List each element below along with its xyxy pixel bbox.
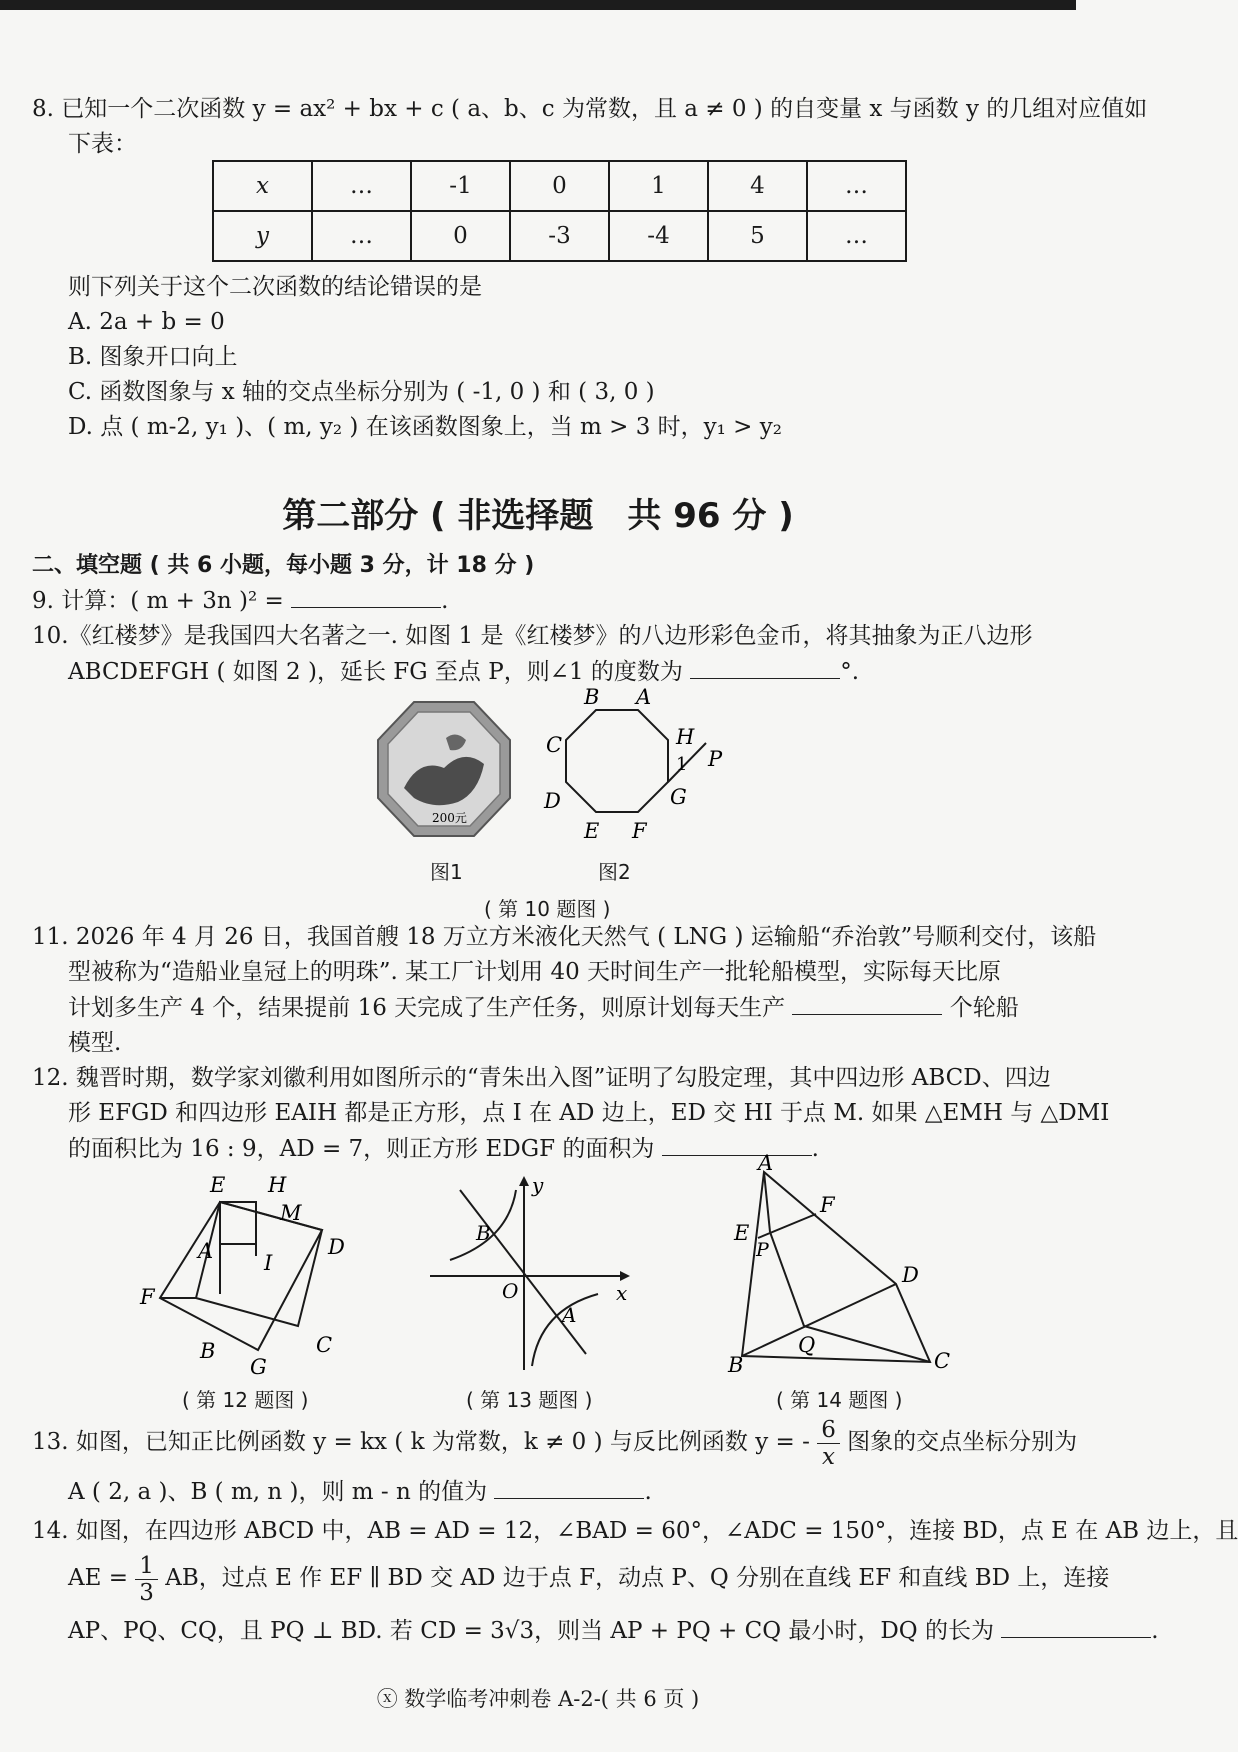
point-label: A xyxy=(636,685,652,709)
segment-cq xyxy=(804,1326,930,1362)
point-label: H xyxy=(676,725,695,749)
table-cell: … xyxy=(807,211,906,261)
q11-line1: 11. 2026 年 4 月 26 日，我国首艘 18 万立方米液化天然气 ( LNG ) 运输船“乔治敦”号顺利交付，该船 xyxy=(32,924,1097,950)
part-two-heading: 第二部分 ( 非选择题 共 96 分 ) xyxy=(282,496,794,536)
point-label: M xyxy=(280,1201,302,1225)
q12-figure xyxy=(140,1164,360,1384)
value-table xyxy=(212,160,907,262)
point-label: E xyxy=(584,819,600,843)
fraction xyxy=(817,1417,840,1470)
table-cell: -1 xyxy=(411,161,510,211)
q12-figure-caption: ( 第 12 题图 ) xyxy=(182,1388,309,1412)
q10-figure-caption: ( 第 10 题图 ) xyxy=(484,897,611,921)
q13-figure-caption: ( 第 13 题图 ) xyxy=(466,1388,593,1412)
point-label: H xyxy=(268,1173,287,1197)
fill-in-header: 二、填空题 ( 共 6 小题，每小题 3 分，计 18 分 ) xyxy=(32,553,535,578)
q14-line3 xyxy=(32,1613,1159,1649)
segment-ap xyxy=(764,1172,770,1232)
answer-blank[interactable] xyxy=(1001,1613,1151,1638)
q8-options xyxy=(32,270,1062,445)
q13-line2-tail: . xyxy=(644,1479,652,1505)
fraction-numerator: 1 xyxy=(135,1553,158,1580)
answer-blank[interactable] xyxy=(494,1474,644,1499)
point-label: E xyxy=(210,1173,226,1197)
answer-blank[interactable] xyxy=(662,1131,812,1156)
point-label: I xyxy=(264,1251,273,1275)
q13-line2 xyxy=(32,1474,1062,1510)
top-edge xyxy=(0,0,1076,10)
table-cell: … xyxy=(807,161,906,211)
q14-figure-caption: ( 第 14 题图 ) xyxy=(776,1388,903,1412)
octagon-figure xyxy=(520,686,740,856)
q11-line3 xyxy=(32,990,1062,1026)
segment-pq xyxy=(770,1232,804,1326)
question-11-12 xyxy=(32,920,1110,1167)
table-cell: 0 xyxy=(411,211,510,261)
point-label: A xyxy=(758,1151,774,1175)
answer-blank[interactable] xyxy=(792,990,942,1015)
point-label: F xyxy=(140,1285,155,1309)
q14-line3-tail: . xyxy=(1151,1618,1159,1644)
fraction-numerator: 6 xyxy=(817,1417,840,1444)
point-label: P xyxy=(756,1239,769,1261)
table-cell: 5 xyxy=(708,211,807,261)
q12-line2: 形 EFGD 和四边形 EAIH 都是正方形，点 I 在 AD 边上，ED 交 HI 于点 M. 如果 △EMH 与 △DMI xyxy=(68,1100,1110,1126)
point-label: E xyxy=(734,1221,750,1245)
table-row-x xyxy=(213,161,906,211)
point-label: A xyxy=(562,1303,577,1327)
table-cell: … xyxy=(312,211,411,261)
point-label: A xyxy=(198,1239,214,1263)
q13-figure xyxy=(420,1170,640,1380)
point-label: P xyxy=(708,747,723,771)
point-label: D xyxy=(328,1235,345,1259)
q8-option-c: C. 函数图象与 x 轴的交点坐标分别为 ( -1, 0 ) 和 ( 3, 0 ) xyxy=(68,379,655,405)
point-label: B xyxy=(200,1339,216,1363)
fill-in-section xyxy=(32,548,1062,690)
fraction xyxy=(135,1553,158,1606)
q11-line2: 型被称为“造船业皇冠上的明珠”. 某工厂计划用 40 天时间生产一批轮船模型，实际每天比原 xyxy=(68,959,1002,985)
point-label: D xyxy=(902,1263,919,1287)
point-label: F xyxy=(820,1193,835,1217)
octagon-shape xyxy=(566,710,668,812)
q14-figure xyxy=(720,1151,960,1382)
point-label: C xyxy=(546,733,563,757)
origin-label: O xyxy=(502,1279,519,1303)
point-label: B xyxy=(584,685,600,709)
q13-line2-text: A ( 2, a )、B ( m, n )，则 m - n 的值为 xyxy=(68,1479,488,1505)
table-cell: -3 xyxy=(510,211,609,261)
table-cell: 0 xyxy=(510,161,609,211)
q14-line3-text: AP、PQ、CQ，且 PQ ⊥ BD. 若 CD = 3√3，则当 AP + PQ + CQ 最小时，DQ 的长为 xyxy=(68,1618,994,1644)
q12-line1: 12. 魏晋时期，数学家刘徽利用如图所示的“青朱出入图”证明了勾股定理，其中四边形 ABCD、四边 xyxy=(32,1065,1051,1091)
point-label: G xyxy=(670,785,687,809)
q9-text: 9. 计算：( m + 3n )² = xyxy=(32,588,284,614)
coin-figure xyxy=(374,698,514,840)
point-label: Q xyxy=(798,1333,816,1357)
q10-line2-tail: °. xyxy=(840,659,860,685)
y-axis-arrow xyxy=(519,1176,529,1186)
fraction-denominator: x xyxy=(822,1443,835,1470)
q13-line1-text: 13. 如图，已知正比例函数 y = kx ( k 为常数，k ≠ 0 ) 与反比例函数 y = - xyxy=(32,1429,810,1455)
q13-line1-tail: 图象的交点坐标分别为 xyxy=(847,1429,1078,1455)
point-label: C xyxy=(316,1333,333,1357)
q14-line1: 14. 如图，在四边形 ABCD 中，AB = AD = 12，∠BAD = 60°，∠ADC = 150°，连接 BD，点 E 在 AB 边上，且 xyxy=(32,1518,1238,1544)
q11-line4: 模型. xyxy=(68,1030,122,1056)
answer-blank[interactable] xyxy=(291,583,441,608)
q11-line3-text: 计划多生产 4 个，结果提前 16 天完成了生产任务，则原计划每天生产 xyxy=(68,995,786,1021)
axis-label: y xyxy=(532,1173,544,1197)
fraction-denominator: 3 xyxy=(139,1579,154,1606)
point-label: C xyxy=(934,1349,951,1373)
fig2-label: 图2 xyxy=(598,860,631,884)
q10-line2-text: ABCDEFGH ( 如图 2 )，延长 FG 至点 P，则∠1 的度数为 xyxy=(68,659,683,685)
axis-label: x xyxy=(616,1281,628,1305)
q8-option-d: D. 点 ( m-2, y₁ )、( m, y₂ ) 在该函数图象上，当 m > 3 时，y₁ > y₂ xyxy=(68,414,782,440)
q8-option-a: A. 2a + b = 0 xyxy=(68,309,225,335)
q8-line1: 8. 已知一个二次函数 y = ax² + bx + c ( a、b、c 为常数，且 a ≠ 0 ) 的自变量 x 与函数 y 的几组对应值如 xyxy=(32,96,1148,122)
q14-line2 xyxy=(32,1549,1110,1607)
q13-line1 xyxy=(32,1414,1078,1470)
q14-line2-text: AE = xyxy=(68,1565,128,1591)
square-eaih xyxy=(220,1202,256,1244)
q8-option-b: B. 图象开口向上 xyxy=(68,344,238,370)
q11-line3-tail: 个轮船 xyxy=(949,995,1019,1021)
point-label: B xyxy=(728,1353,744,1377)
angle-label: 1 xyxy=(676,754,688,775)
question-9: 9. 计算：( m + 3n )² = . xyxy=(32,583,1062,619)
answer-blank[interactable] xyxy=(690,654,840,679)
table-cell: x xyxy=(213,161,312,211)
table-cell: -4 xyxy=(609,211,708,261)
q10-line2 xyxy=(32,654,1062,690)
x-axis-arrow xyxy=(620,1271,630,1281)
table-cell: … xyxy=(312,161,411,211)
question-14 xyxy=(32,1514,1238,1649)
q14-line2-tail: AB，过点 E 作 EF ∥ BD 交 AD 边于点 F，动点 P、Q 分别在直线 EF 和直线 BD 上，连接 xyxy=(165,1565,1110,1591)
fig1-label: 图1 xyxy=(430,860,463,884)
question-8 xyxy=(32,92,1148,162)
point-label: F xyxy=(632,819,647,843)
q10-line1: 10.《红楼梦》是我国四大名著之一. 如图 1 是《红楼梦》的八边形彩色金币，将其抽象为正八边形 xyxy=(32,623,1033,649)
table-cell: 1 xyxy=(609,161,708,211)
table-cell: 4 xyxy=(708,161,807,211)
table-row-y xyxy=(213,211,906,261)
q12-line3-tail: . xyxy=(811,1136,819,1162)
question-13 xyxy=(32,1414,1078,1510)
q12-line3-text: 的面积比为 16 : 9，AD = 7，则正方形 EDGF 的面积为 xyxy=(68,1136,655,1162)
coin-value: 200元 xyxy=(432,811,467,825)
point-label: G xyxy=(250,1355,267,1379)
page-footer: ⓧ 数学临考冲刺卷 A-2-( 共 6 页 ) xyxy=(376,1687,700,1711)
point-label: D xyxy=(544,789,561,813)
table-cell: y xyxy=(213,211,312,261)
q8-stem: 则下列关于这个二次函数的结论错误的是 xyxy=(68,274,482,300)
point-label: B xyxy=(476,1221,491,1245)
q8-line2: 下表： xyxy=(68,131,137,157)
segment-ef xyxy=(758,1214,816,1238)
